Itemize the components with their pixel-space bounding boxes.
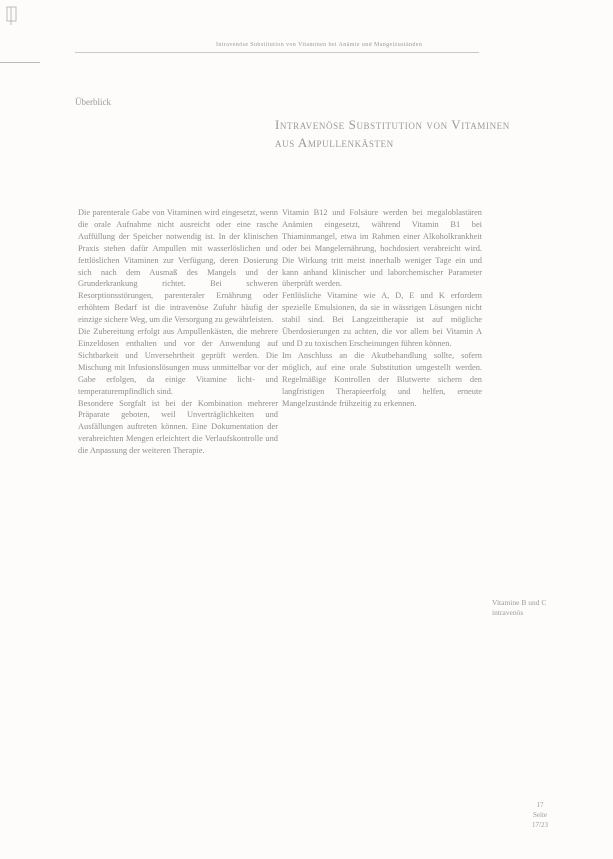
page-number: 17 xyxy=(536,801,544,809)
body-column-right xyxy=(282,207,482,847)
running-head: Intravenöse Substitution von Vitaminen bei Anämie und Mangelzuständen xyxy=(216,42,423,48)
section-label: Überblick xyxy=(75,97,111,107)
paragraph: Die parenterale Gabe von Vitaminen wird eingesetzt, wenn die orale Aufnahme nicht ausreicht oder eine rasche Auffüllung der Speicher notwendig ist. In der klinischen Praxis stehen dafür Ampullen mit wasserlöslichen und fettlöslichen Vitaminen zur Verfügung, deren Dosierung sich nach dem Ausmaß des Mangels und der Grunderkrankung richtet. Bei schweren Resorptionsstörungen, parenteraler Ernährung oder erhöhtem Bedarf ist die intravenöse Zufuhr häufig der einzige sichere Weg, um die Versorgung zu gewährleisten. xyxy=(78,208,278,325)
paragraph: Vitamin B12 und Folsäure werden bei megaloblastären Anämien eingesetzt, während Vitamin B1 bei Thiaminmangel, etwa im Rahmen einer Alkoholkrankheit oder bei Mangelernährung, hochdosiert verabreicht wird. Die Wirkung tritt meist innerhalb weniger Tage ein und kann anhand klinischer und laborchemischer Parameter überprüft werden. xyxy=(282,208,482,289)
page-footer xyxy=(520,800,560,830)
article-title: Intravenöse Substitution von Vitaminen aus Ampullenkästen xyxy=(275,117,510,150)
paragraph: Fettlösliche Vitamine wie A, D, E und K erfordern spezielle Emulsionen, da sie in wässrigen Lösungen nicht stabil sind. Bei Langzeittherapie ist auf mögliche Überdosierungen zu achten, die vor allem bei Vitamin A und D zu toxischen Erscheinungen führen können. xyxy=(282,291,482,348)
crop-mark-icon xyxy=(6,6,18,26)
footer-line: 17/23 xyxy=(532,821,548,829)
crop-line xyxy=(0,62,40,63)
paragraph: Besondere Sorgfalt ist bei der Kombination mehrerer Präparate geboten, weil Unverträglichkeiten und Ausfällungen auftreten können. Eine Dokumentation der verabreichten Mengen erleichtert die Verlaufskontrolle und die Anpassung der weiteren Therapie. xyxy=(78,398,278,456)
paragraph: Die Zubereitung erfolgt aus Ampullenkästen, die mehrere Einzeldosen enthalten und vor der Anwendung auf Sichtbarkeit und Unversehrtheit geprüft werden. Die Mischung mit Infusionslösungen muss unmittelbar vor der Gabe erfolgen, da einige Vitamine licht- und temperaturempfindlich sind. xyxy=(78,327,278,396)
marginal-note: Vitamine B und C intravenös xyxy=(492,598,547,617)
footer-line: Seite xyxy=(533,811,547,819)
body-column-left xyxy=(78,207,278,847)
header-rule xyxy=(75,52,479,53)
paragraph: Im Anschluss an die Akutbehandlung sollte, sofern möglich, auf eine orale Substitution umgestellt werden. Regelmäßige Kontrollen der Blutwerte sichern den langfristigen Therapieerfolg und helfen, erneute Mangelzustände frühzeitig zu erkennen. xyxy=(282,350,482,408)
